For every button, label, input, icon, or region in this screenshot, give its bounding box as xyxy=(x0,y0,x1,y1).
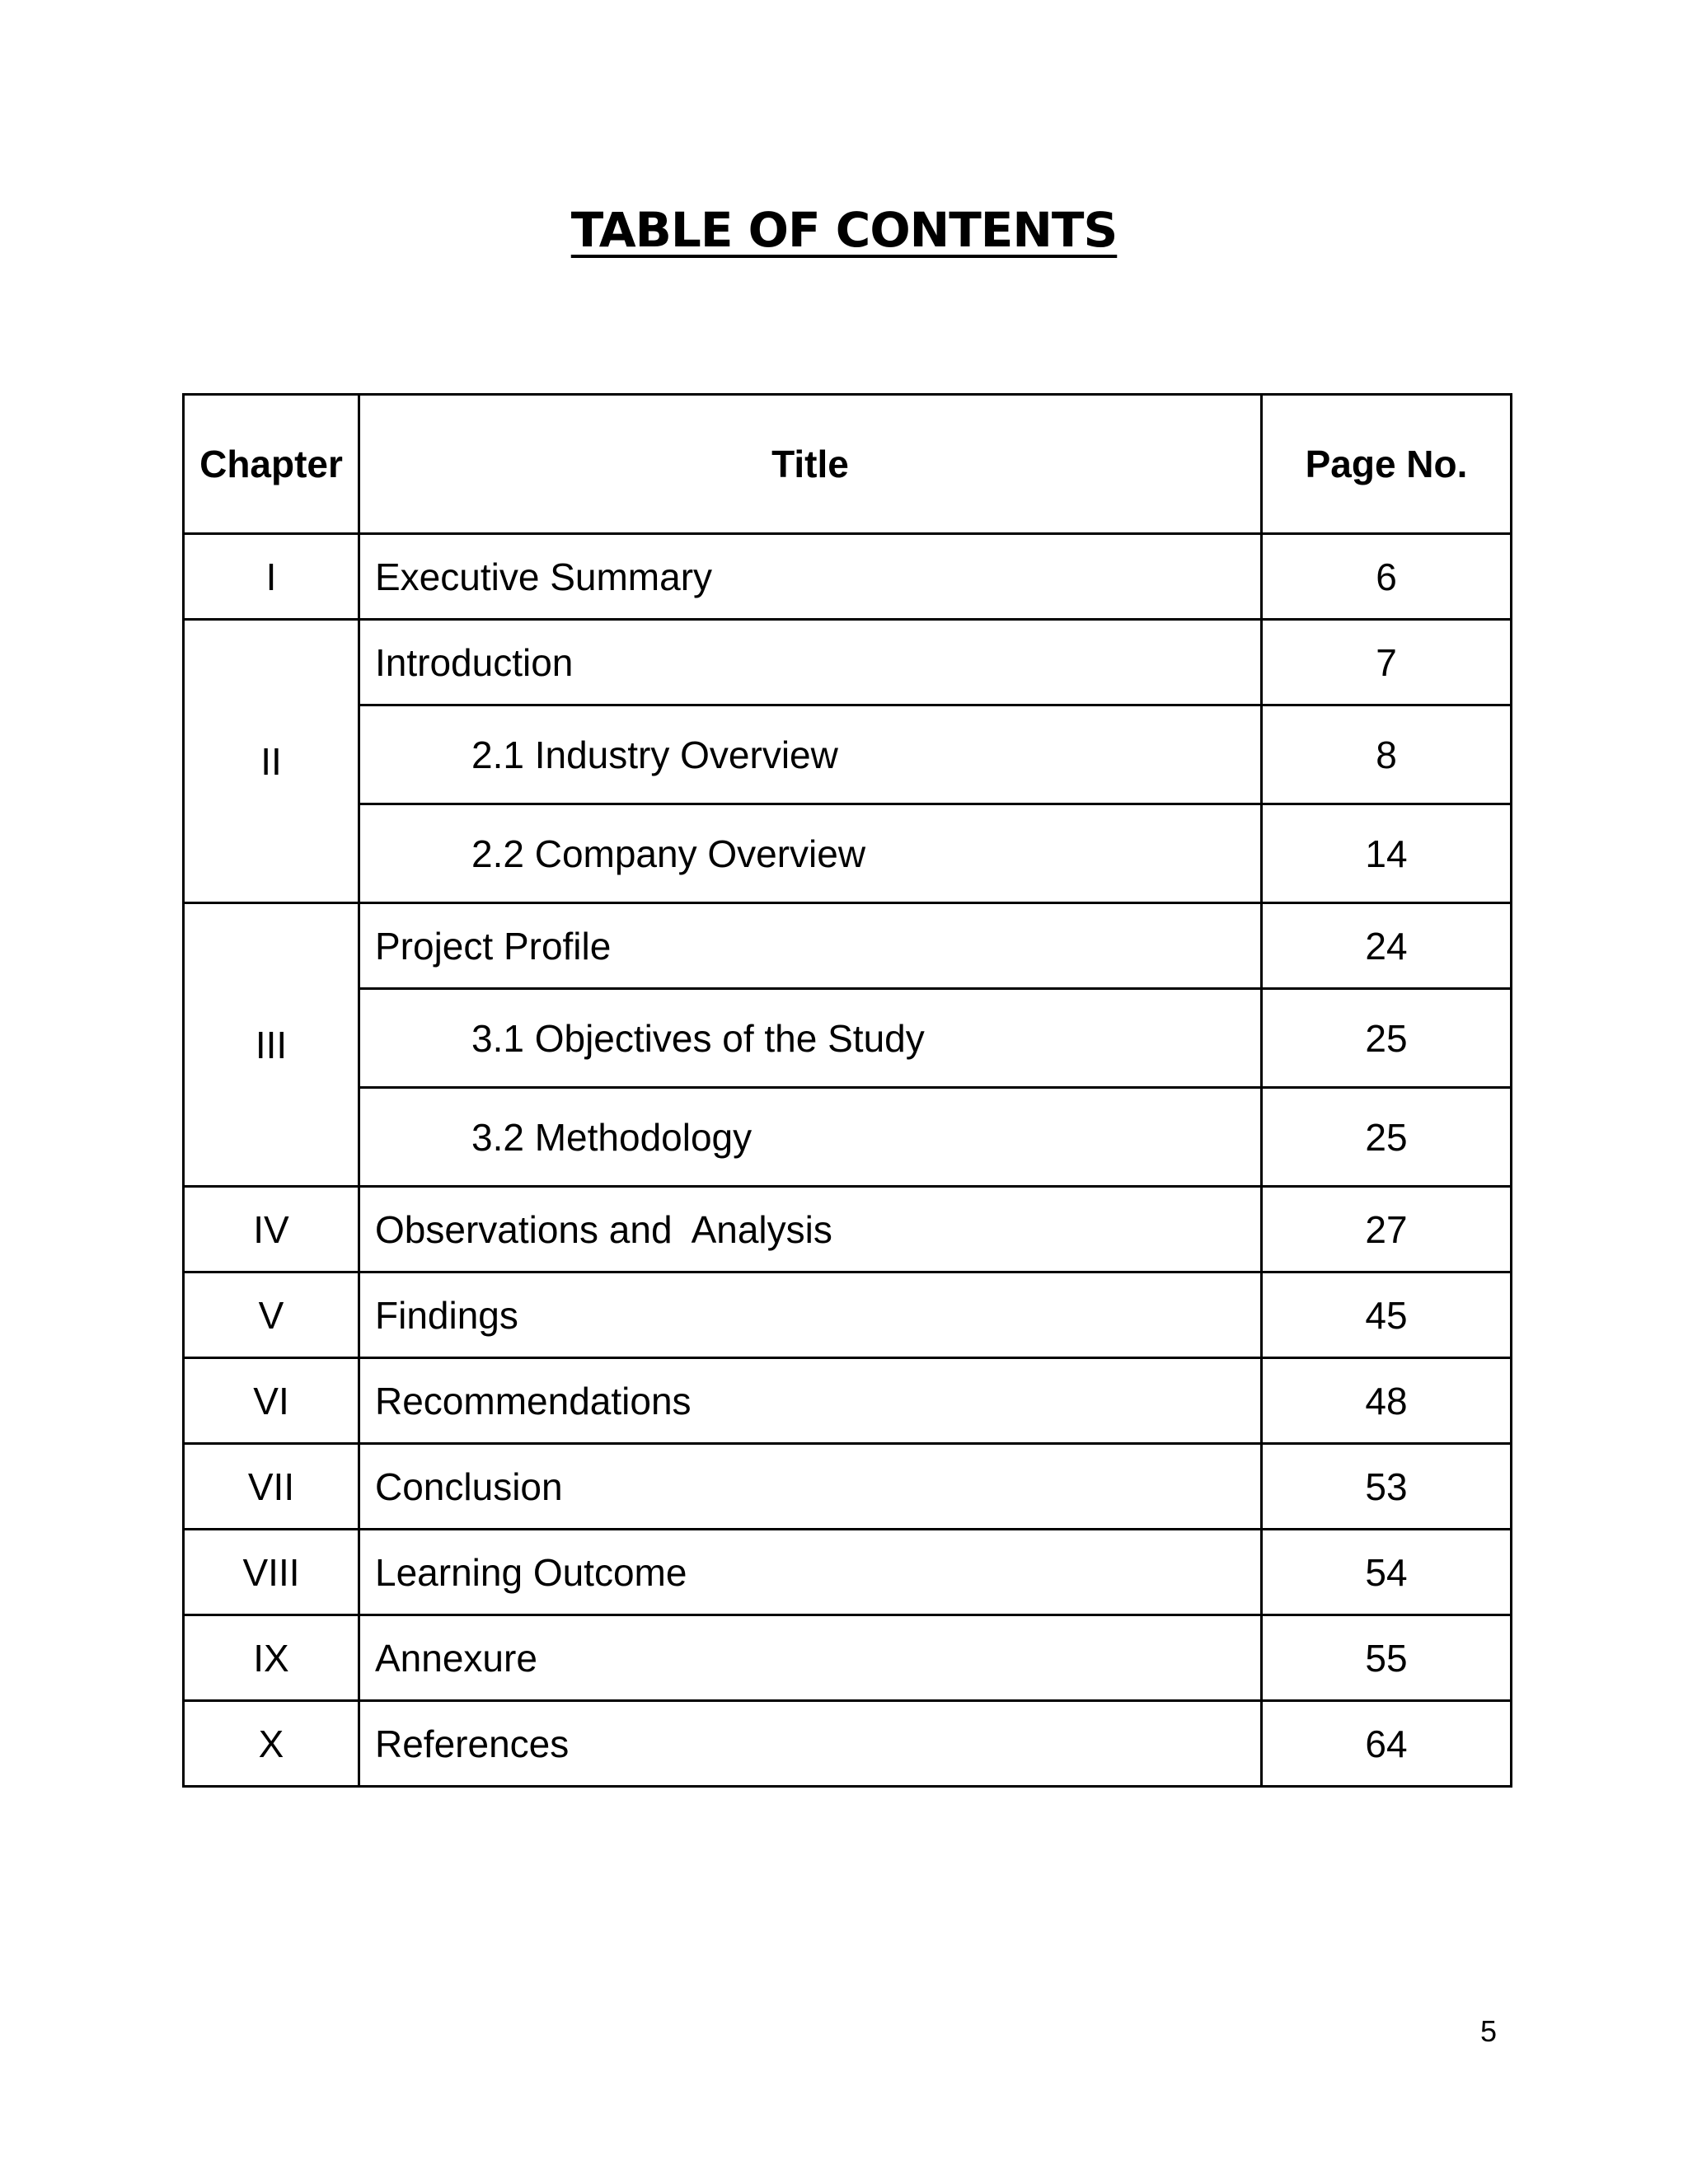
page-title xyxy=(0,201,1688,259)
page-cell: 45 xyxy=(1262,1272,1512,1358)
title-cell: Recommendations xyxy=(359,1358,1262,1444)
header-chapter: Chapter xyxy=(184,395,359,534)
chapter-cell: X xyxy=(184,1701,359,1787)
title-cell: Findings xyxy=(359,1272,1262,1358)
title-cell: Executive Summary xyxy=(359,534,1262,620)
table-row xyxy=(184,1187,1512,1272)
chapter-cell: V xyxy=(184,1272,359,1358)
chapter-cell: III xyxy=(184,903,359,1187)
subsection-title-cell: 2.1 Industry Overview xyxy=(359,705,1262,804)
page-cell: 8 xyxy=(1262,705,1512,804)
page-cell: 6 xyxy=(1262,534,1512,620)
page-cell: 54 xyxy=(1262,1530,1512,1615)
subsection-title-cell: 2.2 Company Overview xyxy=(359,804,1262,903)
page-cell: 53 xyxy=(1262,1444,1512,1530)
table-row xyxy=(184,1272,1512,1358)
subsection-title-cell: 3.1 Objectives of the Study xyxy=(359,989,1262,1088)
title-cell: Project Profile xyxy=(359,903,1262,989)
page-cell: 64 xyxy=(1262,1701,1512,1787)
title-cell: Conclusion xyxy=(359,1444,1262,1530)
header-page: Page No. xyxy=(1262,395,1512,534)
header-row xyxy=(184,395,1512,534)
page-cell: 25 xyxy=(1262,1088,1512,1187)
table-row xyxy=(184,1701,1512,1787)
table-row xyxy=(184,1530,1512,1615)
table-row xyxy=(184,804,1512,903)
page-cell: 27 xyxy=(1262,1187,1512,1272)
table-row xyxy=(184,620,1512,705)
table-row xyxy=(184,1444,1512,1530)
chapter-cell: VII xyxy=(184,1444,359,1530)
chapter-cell: VI xyxy=(184,1358,359,1444)
page-cell: 55 xyxy=(1262,1615,1512,1701)
page-cell: 7 xyxy=(1262,620,1512,705)
subsection-title-cell: 3.2 Methodology xyxy=(359,1088,1262,1187)
title-cell: Observations and Analysis xyxy=(359,1187,1262,1272)
chapter-cell: VIII xyxy=(184,1530,359,1615)
page-cell: 25 xyxy=(1262,989,1512,1088)
title-cell: Annexure xyxy=(359,1615,1262,1701)
page-cell: 48 xyxy=(1262,1358,1512,1444)
page-title-text: TABLE OF CONTENTS xyxy=(570,202,1118,258)
table-row xyxy=(184,1358,1512,1444)
table-row xyxy=(184,903,1512,989)
header-title: Title xyxy=(359,395,1262,534)
toc-table xyxy=(182,393,1512,1788)
page-number: 5 xyxy=(1479,2014,1497,2048)
chapter-cell: IV xyxy=(184,1187,359,1272)
chapter-cell: II xyxy=(184,620,359,903)
page-cell: 14 xyxy=(1262,804,1512,903)
title-cell: References xyxy=(359,1701,1262,1787)
chapter-cell: IX xyxy=(184,1615,359,1701)
title-cell: Introduction xyxy=(359,620,1262,705)
table-row xyxy=(184,534,1512,620)
title-cell: Learning Outcome xyxy=(359,1530,1262,1615)
table-row xyxy=(184,989,1512,1088)
chapter-cell: I xyxy=(184,534,359,620)
table-row xyxy=(184,705,1512,804)
table-row xyxy=(184,1088,1512,1187)
table-row xyxy=(184,1615,1512,1701)
page-cell: 24 xyxy=(1262,903,1512,989)
